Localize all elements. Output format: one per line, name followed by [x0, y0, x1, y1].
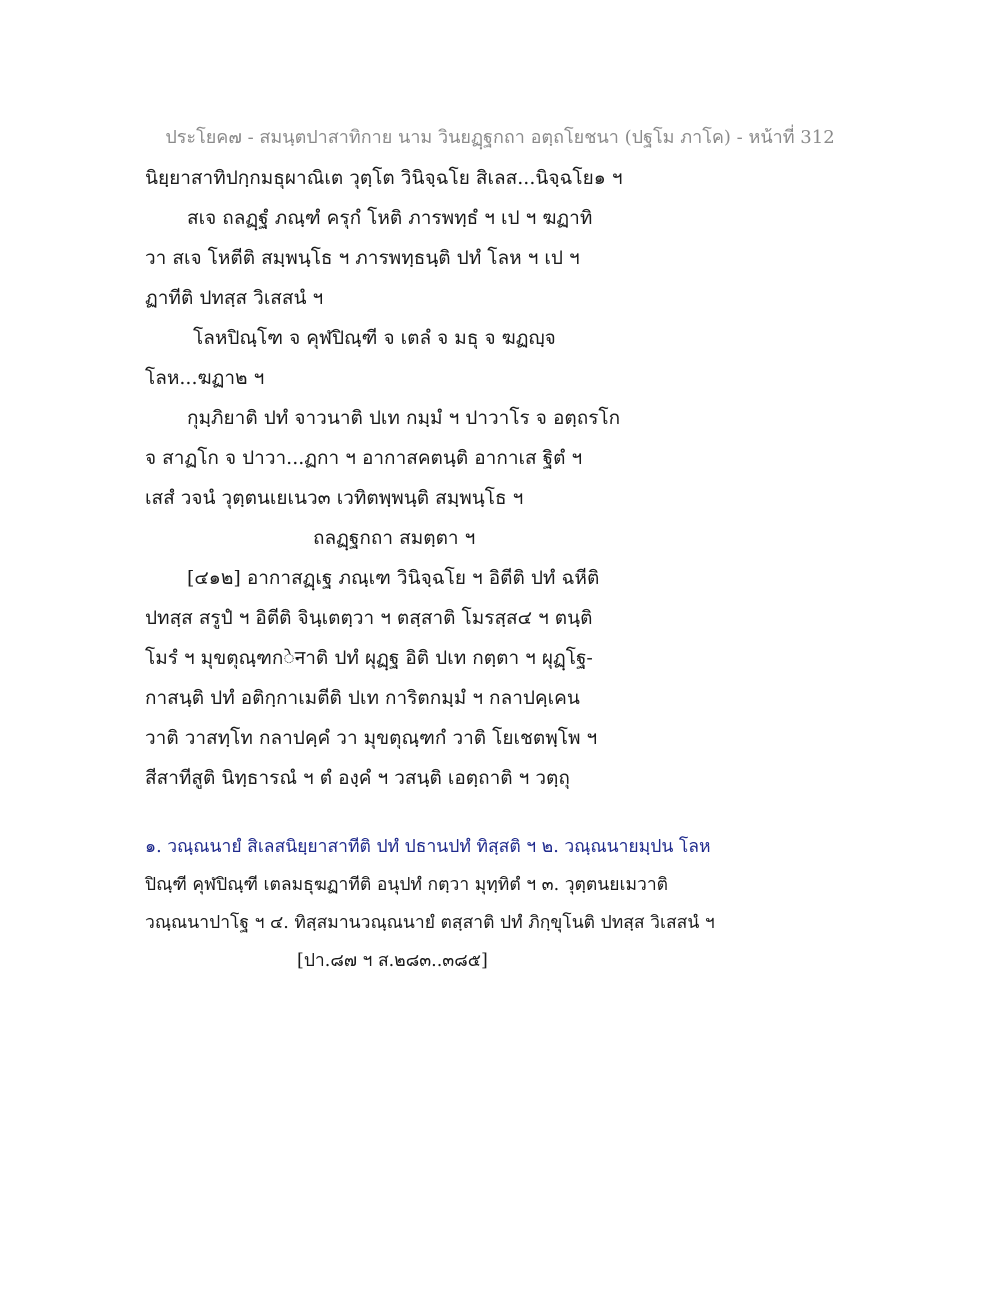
text-line-7: กุมฺภิยาติ ปทํ จาวนาติ ปเท กมฺมํ ฯ ปาวาโร จ อตฺถรโก: [187, 407, 621, 429]
text-line-8: จ สาฏโก จ ปาวา...ฏกา ฯ อากาสคตนฺติ อากาเส ฐิตํ ฯ: [145, 447, 583, 469]
text-line-3: วา สเจ โหตีติ สมฺพนฺโธ ฯ ภารพทฺธนฺติ ปทํ โลห ฯ เป ฯ: [145, 247, 580, 269]
main-text: [145, 158, 865, 798]
footnotes: [145, 828, 865, 980]
footnote-line-3: วณฺณนาปาโฐ ฯ ๔. ทิสฺสมานวณฺณนายํ ตสฺสาติ ปทํ ภิกฺขุโนติ ปทสฺส วิเสสนํ ฯ: [145, 913, 715, 933]
text-line-9: เสสํ วจนํ วุตฺตนเยเนว๓ เวทิตพฺพนฺติ สมฺพนฺโธ ฯ: [145, 487, 524, 509]
text-line-11: [๔๑๒] อากาสฏฺเฐ ภณฺเฑ วินิจฺฉโย ฯ อิตีติ ปทํ ฉหีติ: [187, 567, 600, 589]
text-line-5: โลหปิณฺโฑ จ คุฬปิณฺฑี จ เตลํ จ มธุ จ ฆฏญฺจ: [193, 327, 556, 349]
footnote-line-1: ๑. วณฺณนายํ สิเลสนิยฺยาสาทีติ ปทํ ปธานปทํ ทิสฺสติ ฯ ๒. วณฺณนายมฺปน โลห: [145, 837, 711, 857]
text-line-6: โลห...ฆฏา๒ ฯ: [145, 367, 265, 389]
footnote-line-2: ปิณฺฑี คุฬปิณฺฑี เตลมธุฆฏาทีติ อนุปทํ กตฺวา มุทฺทิตํ ฯ ๓. วุตฺตนยเมวาติ: [145, 875, 669, 895]
page-header: ประโยค๗ - สมนฺตปาสาทิกาย นาม วินยฏฺฐกถา อตฺถโยชนา (ปฐโม ภาโค) - หน้าที่ 312: [165, 127, 835, 148]
text-line-4: ฏาทีติ ปทสฺส วิเสสนํ ฯ: [145, 287, 324, 309]
text-line-14: กาสนฺติ ปทํ อติกฺกาเมตีติ ปเท การิตกมฺมํ ฯ กลาปคฺเคน: [145, 687, 580, 709]
section-end-title: ถลฏฺฐกถา สมตฺตา ฯ: [313, 527, 476, 549]
text-line-16: สีสาทีสูติ นิทฺธารณํ ฯ ตํ องฺคํ ฯ วสนฺติ เอตฺถาติ ฯ วตฺถุ: [145, 767, 570, 789]
text-line-13: โมรํ ฯ มุขตุณฺฑกेनาติ ปทํ ผุฏฺฐ อิติ ปเท กตฺตา ฯ ผุฏฺโฐ-: [145, 647, 593, 669]
text-line-1: นิยฺยาสาทิปกฺกมธุผาณิเต วุตฺโต วินิจฺฉโย สิเลส...นิจฺฉโย๑ ฯ: [145, 167, 623, 189]
page-reference: [ปา.๘๗ ฯ ส.๒๘๓..๓๘๕]: [297, 951, 488, 971]
text-line-12: ปทสฺส สรูปํ ฯ อิตีติ จินฺเตตฺวา ฯ ตสฺสาติ โมรสฺส๔ ฯ ตนฺติ: [145, 607, 593, 629]
text-line-2: สเจ ถลฏฺฐํ ภณฺฑํ ครุกํ โหติ ภารพทฺธํ ฯ เป ฯ ฆฏาทิ: [187, 207, 593, 229]
text-line-15: วาติ วาสทฺโท กลาปคฺคํ วา มุขตุณฺฑกํ วาติ โยเชตพฺโพ ฯ: [145, 727, 598, 749]
